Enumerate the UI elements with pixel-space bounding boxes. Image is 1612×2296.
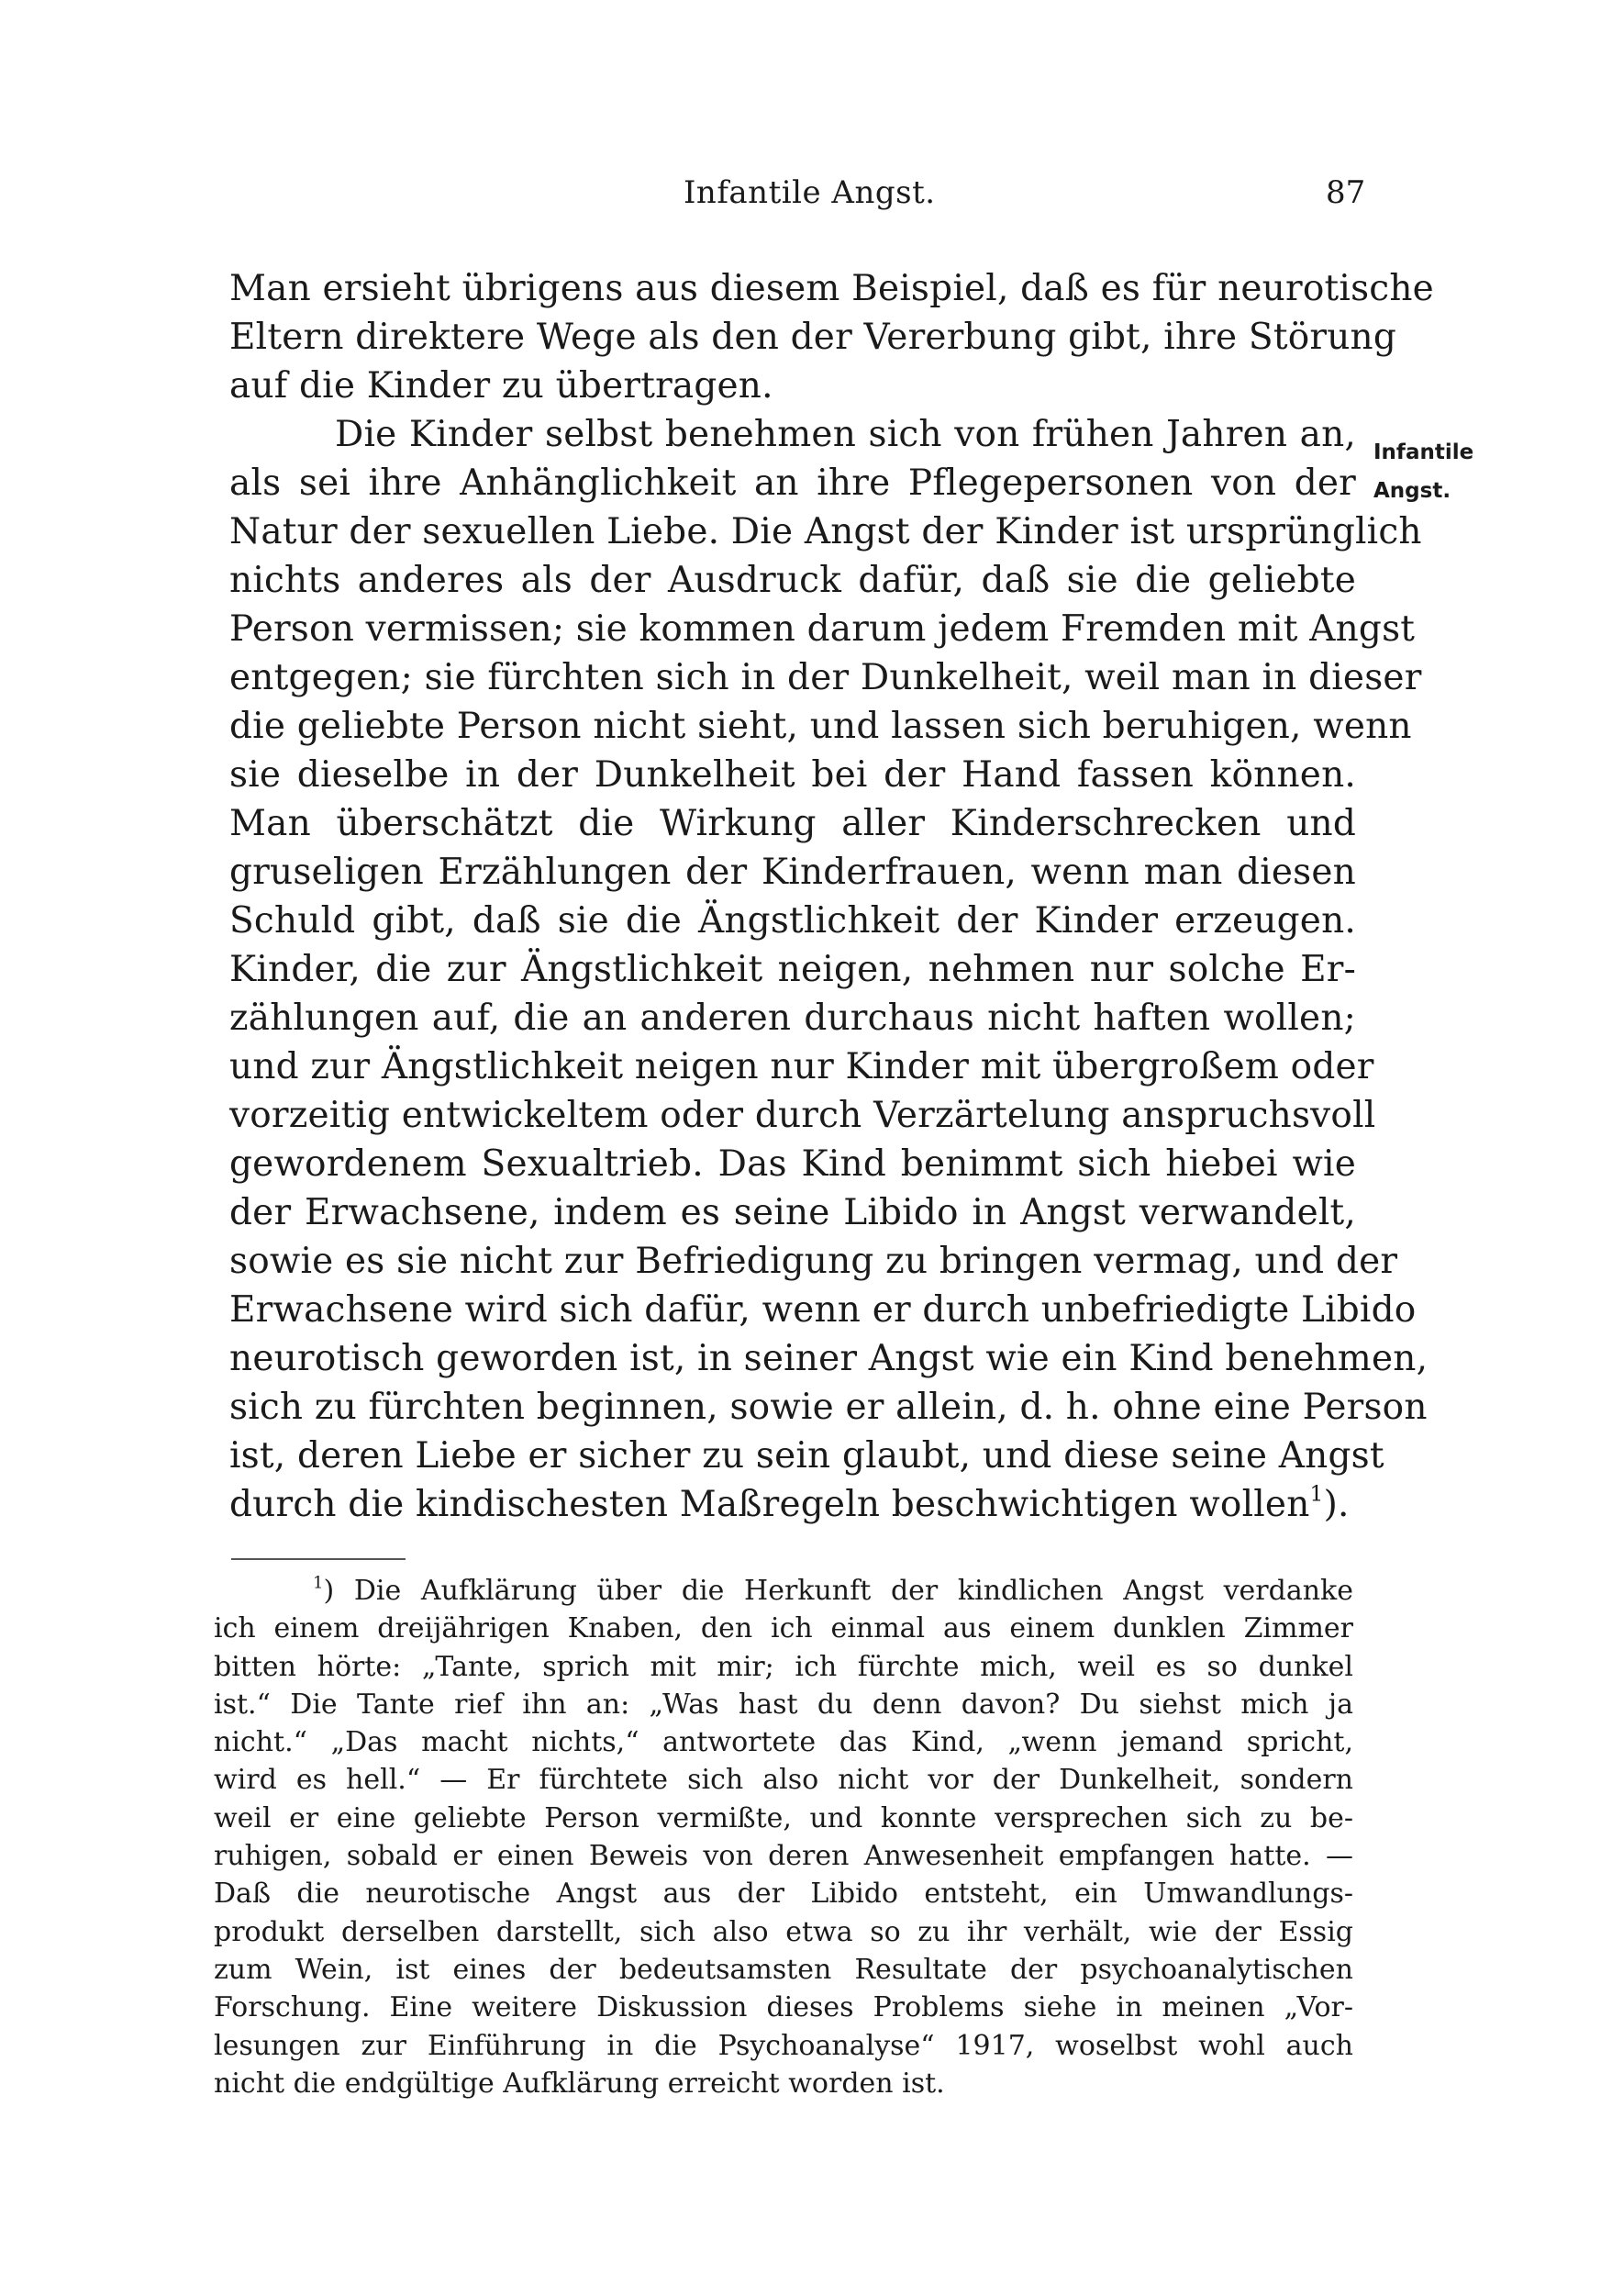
text-line: Man überschätzt die Wirkung aller Kinderschrecken und (229, 803, 1356, 844)
footnote-line: nicht die endgültige Aufklärung erreicht worden ist. (214, 2067, 945, 2100)
footnote-line: produkt derselben darstellt, sich also etwa so zu ihr verhält, wie der Essig (214, 1915, 1353, 1948)
running-title: Infantile Angst. (684, 174, 936, 211)
footnote-line: nicht.“ „Das macht nichts,“ antwortete das Kind, „wenn jemand spricht, (214, 1726, 1353, 1759)
text-line: Man ersieht übrigens aus diesem Beispiel, daß es für neurotische (229, 268, 1434, 309)
margin-note-line-2: Angst. (1373, 479, 1451, 503)
footnote-line: ist.“ Die Tante rief ihn an: „Was hast du denn davon? Du siehst mich ja (214, 1688, 1353, 1721)
footnote-line: zum Wein, ist eines der bedeutsamsten Resultate der psychoanalytischen (214, 1953, 1353, 1986)
text-line-last (229, 1480, 1356, 1529)
text-line: auf die Kinder zu übertragen. (229, 365, 773, 407)
running-head (0, 174, 1612, 229)
text-line-content: durch die kindischesten Maßregeln beschwichtigen wollen (229, 1484, 1310, 1525)
text-line: Erwachsene wird sich dafür, wenn er durch unbefriedigte Libido (229, 1289, 1417, 1331)
text-line: ist, deren Liebe er sicher zu sein glaubt, und diese seine Angst (229, 1435, 1384, 1477)
footnote (214, 1572, 1353, 2102)
footnote-line: wird es hell.“ — Er fürchtete sich also nicht vor der Dunkelheit, sondern (214, 1764, 1353, 1797)
page-number: 87 (1326, 174, 1366, 211)
footnote-line: Forschung. Eine weitere Diskussion dieses Problems siehe in meinen „Vor- (214, 1991, 1353, 2024)
text-line: der Erwachsene, indem es seine Libido in Angst verwandelt, (229, 1192, 1356, 1233)
margin-note-line-1: Infantile (1373, 440, 1474, 464)
text-line: sie dieselbe in der Dunkelheit bei der Hand fassen können. (229, 754, 1356, 796)
text-line: nichts anderes als der Ausdruck dafür, daß sie die geliebte (229, 560, 1356, 601)
footnote-line-content: ) Die Aufklärung über die Herkunft der kindlichen Angst verdanke (323, 1575, 1353, 1607)
text-line: Natur der sexuellen Liebe. Die Angst der Kinder ist ursprünglich (229, 511, 1422, 552)
text-line: gruseligen Erzählungen der Kinderfrauen, wenn man diesen (229, 852, 1356, 893)
text-line: zählungen auf, die an anderen durchaus nicht haften wollen; (229, 998, 1356, 1039)
footnote-line (214, 1572, 1353, 1610)
footnote-rule (231, 1558, 406, 1560)
footnote-marker: 1 (313, 1573, 324, 1593)
text-line: entgegen; sie fürchten sich in der Dunkelheit, weil man in dieser (229, 657, 1422, 698)
text-line: Schuld gibt, daß sie die Ängstlichkeit der Kinder erzeugen. (229, 900, 1356, 942)
text-line: vorzeitig entwickeltem oder durch Verzärtelung anspruchsvoll (229, 1095, 1376, 1136)
footnote-line: ich einem dreijährigen Knaben, den ich einmal aus einem dunklen Zimmer (214, 1612, 1353, 1645)
text-line: sich zu fürchten beginnen, sowie er allein, d. h. ohne eine Person (229, 1387, 1428, 1428)
footnote-line: weil er eine geliebte Person vermißte, und konnte versprechen sich zu be- (214, 1801, 1353, 1834)
text-line: die geliebte Person nicht sieht, und lassen sich beruhigen, wenn (229, 706, 1412, 747)
footnote-line: bitten hörte: „Tante, sprich mit mir; ich fürchte mich, weil es so dunkel (214, 1650, 1353, 1683)
text-line: Die Kinder selbst benehmen sich von frühen Jahren an, (335, 414, 1356, 455)
text-line: sowie es sie nicht zur Befriedigung zu bringen vermag, und der (229, 1241, 1398, 1282)
text-line: Eltern direktere Wege als den der Vererbung gibt, ihre Störung (229, 317, 1397, 358)
text-line-ending: ). (1323, 1484, 1350, 1525)
footnote-reference: 1 (1309, 1480, 1324, 1507)
text-line: Kinder, die zur Ängstlichkeit neigen, nehmen nur solche Er- (229, 949, 1356, 990)
footnote-line: ruhigen, sobald er einen Beweis von deren Anwesenheit empfangen hatte. — (214, 1840, 1353, 1873)
text-line: gewordenem Sexualtrieb. Das Kind benimmt sich hiebei wie (229, 1143, 1356, 1185)
text-line: Person vermissen; sie kommen darum jedem Fremden mit Angst (229, 608, 1416, 650)
text-line: als sei ihre Anhänglichkeit an ihre Pflegepersonen von der (229, 463, 1356, 504)
footnote-line: lesungen zur Einführung in die Psychoanalyse“ 1917, woselbst wohl auch (214, 2029, 1353, 2062)
text-line: neurotisch geworden ist, in seiner Angst wie ein Kind benehmen, (229, 1338, 1429, 1379)
margin-note (1373, 433, 1493, 510)
footnote-line: Daß die neurotische Angst aus der Libido entsteht, ein Umwandlungs- (214, 1878, 1353, 1911)
text-line: und zur Ängstlichkeit neigen nur Kinder mit übergroßem oder (229, 1046, 1374, 1087)
